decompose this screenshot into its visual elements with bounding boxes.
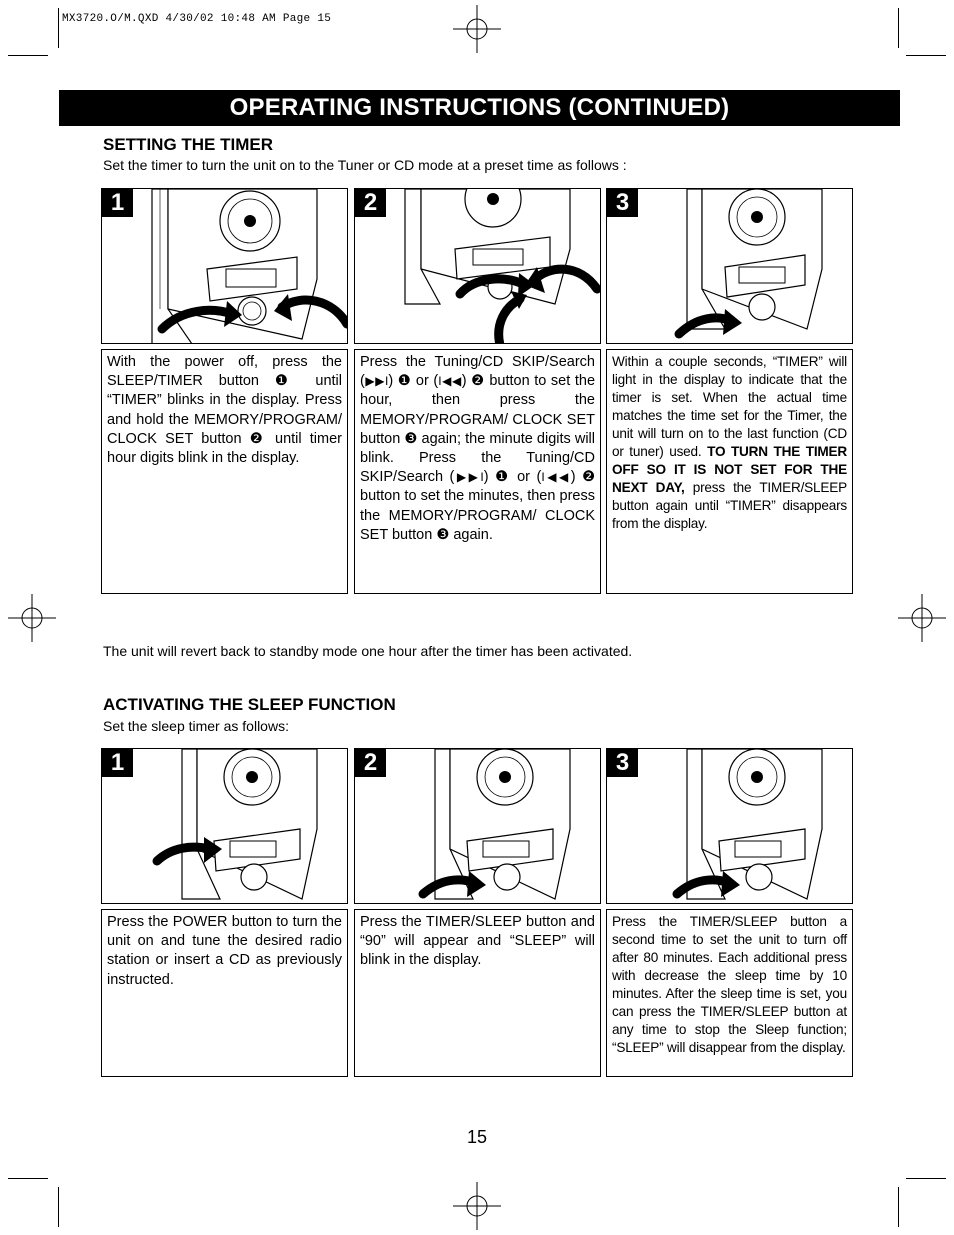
registration-mark-icon	[453, 5, 501, 53]
timer-step-3-illustration	[606, 188, 853, 344]
timer-step-1-illustration	[101, 188, 348, 344]
crop-mark	[898, 1187, 899, 1227]
timer-step-3-text: Within a couple seconds, “TIMER” will light in the display to indicate that the timer is set. When the actual time matches the time set for the Timer, the unit will turn on to the last function (CD or tuner) used. TO TURN THE TIMER OFF SO IT IS NOT SET FOR THE NEXT DAY, press the TIMER/SLEEP button again until “TIMER” disappears from the display.	[606, 349, 853, 594]
skip-forward-icon: ▶▶I	[364, 374, 389, 389]
step-number-badge: 2	[355, 749, 386, 777]
crop-mark	[906, 55, 946, 56]
sleep-step-3-text: Press the TIMER/SLEEP button a second time to set the unit to turn off after 80 minutes. Each additional press with decrease the sleep time by 10 minutes. After the sleep time is set, you can press the TIMER/SLEEP button at any time to stop the Sleep function; “SLEEP” will disappear from the display.	[606, 909, 853, 1077]
sleep-step-2-illustration	[354, 748, 601, 904]
sleep-intro: Set the sleep timer as follows:	[103, 718, 289, 734]
boombox-illustration	[607, 749, 853, 904]
step-number-badge: 3	[607, 749, 638, 777]
page-number: 15	[466, 1127, 488, 1147]
file-slug: MX3720.O/M.QXD 4/30/02 10:48 AM Page 15	[62, 13, 332, 25]
crop-mark	[906, 1178, 946, 1179]
timer-note: The unit will revert back to standby mode one hour after the timer has been activated.	[103, 643, 633, 659]
registration-mark-icon	[898, 594, 946, 642]
registration-mark-icon	[8, 594, 56, 642]
crop-mark	[8, 1178, 48, 1179]
crop-mark	[58, 1187, 59, 1227]
sleep-heading: ACTIVATING THE SLEEP FUNCTION	[103, 695, 396, 714]
sleep-step-1-text: Press the POWER button to turn the unit on and tune the desired radio station or insert a CD as previously instructed.	[101, 909, 348, 1077]
crop-mark	[8, 55, 48, 56]
boombox-illustration	[355, 749, 601, 904]
skip-back-icon: I◀◀	[438, 374, 462, 389]
page-title: OPERATING INSTRUCTIONS (CONTINUED)	[59, 90, 900, 126]
boombox-illustration	[355, 189, 601, 344]
sleep-step-3-illustration	[606, 748, 853, 904]
timer-step-2-text: Press the Tuning/CD SKIP/Search (▶▶I) ❶ or (I◀◀) ❷ button to set the hour, then press the MEMORY/PROGRAM/ CLOCK SET button ❸ again; the minute digits will blink. Press the Tuning/CD SKIP/Search (▶▶I) ❶ or (I◀◀) ❷ button to set the minutes, then press the MEMORY/PROGRAM/ CLOCK SET button ❸ again.	[354, 349, 601, 594]
timer-heading: SETTING THE TIMER	[103, 135, 273, 154]
timer-intro: Set the timer to turn the unit on to the Tuner or CD mode at a preset time as follows :	[103, 157, 627, 173]
step-number-badge: 1	[102, 749, 133, 777]
registration-mark-icon	[453, 1182, 501, 1230]
boombox-illustration	[102, 189, 348, 344]
crop-mark	[898, 8, 899, 48]
boombox-illustration	[102, 749, 348, 904]
timer-step-1-text: With the power off, press the SLEEP/TIMER button ❶ until “TIMER” blinks in the display. Press and hold the MEMORY/PROGRAM/ CLOCK SET button ❷ until timer hour digits blink in the display.	[101, 349, 348, 594]
crop-mark	[58, 8, 59, 48]
timer-step-2-illustration	[354, 188, 601, 344]
boombox-illustration	[607, 189, 853, 344]
skip-forward-icon: ▶▶I	[454, 470, 484, 485]
skip-back-icon: I◀◀	[541, 470, 571, 485]
step-number-badge: 3	[607, 189, 638, 217]
sleep-step-1-illustration	[101, 748, 348, 904]
step-number-badge: 2	[355, 189, 386, 217]
sleep-step-2-text: Press the TIMER/SLEEP button and “90” will appear and “SLEEP” will blink in the display.	[354, 909, 601, 1077]
step-number-badge: 1	[102, 189, 133, 217]
